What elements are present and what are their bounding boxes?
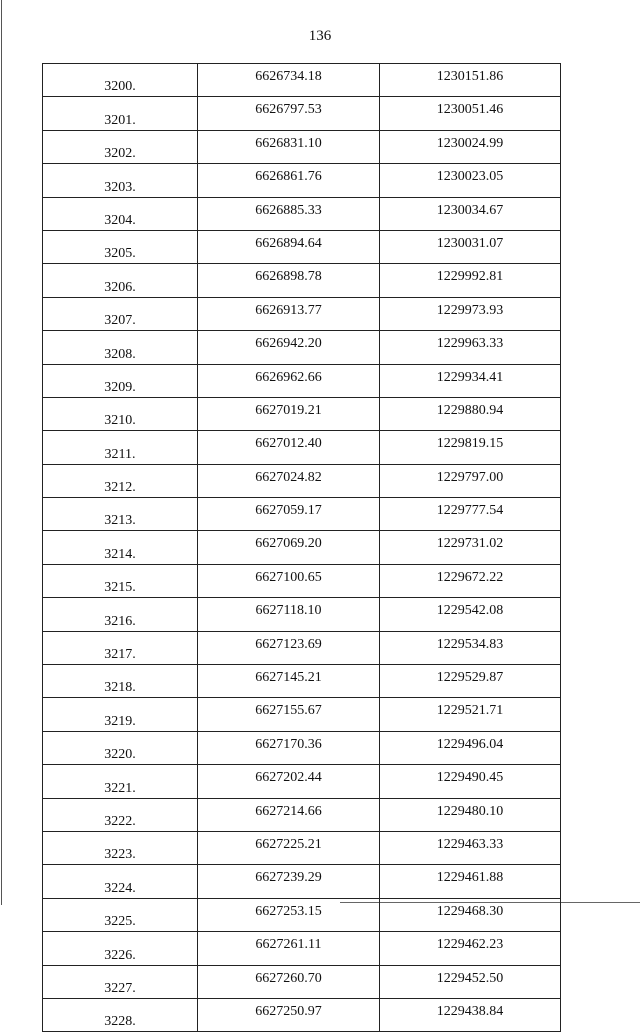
y-coordinate-cell: 1230023.05 <box>380 164 561 197</box>
y-coordinate-cell: 1229496.04 <box>380 731 561 764</box>
y-coordinate-cell: 1229468.30 <box>380 898 561 931</box>
point-number-cell: 3203. <box>43 164 198 197</box>
point-number-cell: 3201. <box>43 97 198 130</box>
point-number-cell: 3221. <box>43 765 198 798</box>
x-coordinate-cell: 6627123.69 <box>198 631 380 664</box>
point-number-cell: 3223. <box>43 831 198 864</box>
table-row <box>43 364 561 397</box>
x-coordinate-cell: 6626734.18 <box>198 64 380 97</box>
table-row <box>43 731 561 764</box>
y-coordinate-cell: 1229672.22 <box>380 564 561 597</box>
x-coordinate-cell: 6627170.36 <box>198 731 380 764</box>
table-row <box>43 164 561 197</box>
point-number-cell: 3211. <box>43 431 198 464</box>
point-number-cell: 3217. <box>43 631 198 664</box>
x-coordinate-cell: 6627019.21 <box>198 397 380 430</box>
point-number-cell: 3225. <box>43 898 198 931</box>
point-number-cell: 3224. <box>43 865 198 898</box>
point-number-cell: 3207. <box>43 297 198 330</box>
x-coordinate-cell: 6626898.78 <box>198 264 380 297</box>
x-coordinate-cell: 6627069.20 <box>198 531 380 564</box>
coordinates-table-body <box>43 64 561 1032</box>
y-coordinate-cell: 1229529.87 <box>380 665 561 698</box>
y-coordinate-cell: 1230051.46 <box>380 97 561 130</box>
y-coordinate-cell: 1229463.33 <box>380 831 561 864</box>
table-row <box>43 197 561 230</box>
y-coordinate-cell: 1229438.84 <box>380 998 561 1031</box>
point-number-cell: 3209. <box>43 364 198 397</box>
x-coordinate-cell: 6626913.77 <box>198 297 380 330</box>
table-row <box>43 932 561 965</box>
x-coordinate-cell: 6626942.20 <box>198 331 380 364</box>
x-coordinate-cell: 6627260.70 <box>198 965 380 998</box>
table-row <box>43 965 561 998</box>
y-coordinate-cell: 1229534.83 <box>380 631 561 664</box>
x-coordinate-cell: 6627202.44 <box>198 765 380 798</box>
x-coordinate-cell: 6627059.17 <box>198 498 380 531</box>
table-row <box>43 297 561 330</box>
x-coordinate-cell: 6626797.53 <box>198 97 380 130</box>
table-row <box>43 464 561 497</box>
y-coordinate-cell: 1230024.99 <box>380 130 561 163</box>
x-coordinate-cell: 6627253.15 <box>198 898 380 931</box>
x-coordinate-cell: 6627239.29 <box>198 865 380 898</box>
table-row <box>43 698 561 731</box>
coordinates-table <box>42 63 561 1032</box>
y-coordinate-cell: 1229480.10 <box>380 798 561 831</box>
table-row <box>43 665 561 698</box>
y-coordinate-cell: 1229992.81 <box>380 264 561 297</box>
y-coordinate-cell: 1229461.88 <box>380 865 561 898</box>
y-coordinate-cell: 1229973.93 <box>380 297 561 330</box>
page-number: 136 <box>308 28 332 44</box>
point-number-cell: 3220. <box>43 731 198 764</box>
x-coordinate-cell: 6626894.64 <box>198 230 380 263</box>
point-number-cell: 3222. <box>43 798 198 831</box>
point-number-cell: 3226. <box>43 932 198 965</box>
table-row <box>43 765 561 798</box>
table-row <box>43 331 561 364</box>
x-coordinate-cell: 6627145.21 <box>198 665 380 698</box>
y-coordinate-cell: 1229963.33 <box>380 331 561 364</box>
point-number-cell: 3202. <box>43 130 198 163</box>
y-coordinate-cell: 1230034.67 <box>380 197 561 230</box>
y-coordinate-cell: 1229462.23 <box>380 932 561 965</box>
x-coordinate-cell: 6627024.82 <box>198 464 380 497</box>
x-coordinate-cell: 6626831.10 <box>198 130 380 163</box>
table-row <box>43 831 561 864</box>
point-number-cell: 3218. <box>43 665 198 698</box>
point-number-cell: 3205. <box>43 230 198 263</box>
y-coordinate-cell: 1229521.71 <box>380 698 561 731</box>
point-number-cell: 3228. <box>43 998 198 1031</box>
point-number-cell: 3216. <box>43 598 198 631</box>
y-coordinate-cell: 1229490.45 <box>380 765 561 798</box>
point-number-cell: 3215. <box>43 564 198 597</box>
x-coordinate-cell: 6626861.76 <box>198 164 380 197</box>
table-row <box>43 798 561 831</box>
x-coordinate-cell: 6627261.11 <box>198 932 380 965</box>
y-coordinate-cell: 1230031.07 <box>380 230 561 263</box>
table-row <box>43 564 561 597</box>
point-number-cell: 3204. <box>43 197 198 230</box>
y-coordinate-cell: 1229542.08 <box>380 598 561 631</box>
x-coordinate-cell: 6627214.66 <box>198 798 380 831</box>
point-number-cell: 3210. <box>43 397 198 430</box>
point-number-cell: 3214. <box>43 531 198 564</box>
table-row <box>43 598 561 631</box>
x-coordinate-cell: 6627250.97 <box>198 998 380 1031</box>
y-coordinate-cell: 1229880.94 <box>380 397 561 430</box>
point-number-cell: 3208. <box>43 331 198 364</box>
page-edge-left <box>1 0 2 905</box>
x-coordinate-cell: 6627100.65 <box>198 564 380 597</box>
table-row <box>43 97 561 130</box>
x-coordinate-cell: 6627225.21 <box>198 831 380 864</box>
y-coordinate-cell: 1230151.86 <box>380 64 561 97</box>
table-row <box>43 64 561 97</box>
table-row <box>43 130 561 163</box>
y-coordinate-cell: 1229731.02 <box>380 531 561 564</box>
table-row <box>43 865 561 898</box>
table-row <box>43 998 561 1031</box>
y-coordinate-cell: 1229934.41 <box>380 364 561 397</box>
x-coordinate-cell: 6627155.67 <box>198 698 380 731</box>
point-number-cell: 3213. <box>43 498 198 531</box>
table-row <box>43 631 561 664</box>
table-row <box>43 397 561 430</box>
table-row <box>43 264 561 297</box>
table-row <box>43 898 561 931</box>
point-number-cell: 3227. <box>43 965 198 998</box>
y-coordinate-cell: 1229452.50 <box>380 965 561 998</box>
point-number-cell: 3212. <box>43 464 198 497</box>
point-number-cell: 3206. <box>43 264 198 297</box>
y-coordinate-cell: 1229797.00 <box>380 464 561 497</box>
x-coordinate-cell: 6627118.10 <box>198 598 380 631</box>
y-coordinate-cell: 1229819.15 <box>380 431 561 464</box>
table-row <box>43 531 561 564</box>
point-number-cell: 3200. <box>43 64 198 97</box>
table-row <box>43 431 561 464</box>
table-row <box>43 498 561 531</box>
x-coordinate-cell: 6626962.66 <box>198 364 380 397</box>
x-coordinate-cell: 6626885.33 <box>198 197 380 230</box>
y-coordinate-cell: 1229777.54 <box>380 498 561 531</box>
x-coordinate-cell: 6627012.40 <box>198 431 380 464</box>
point-number-cell: 3219. <box>43 698 198 731</box>
table-row <box>43 230 561 263</box>
